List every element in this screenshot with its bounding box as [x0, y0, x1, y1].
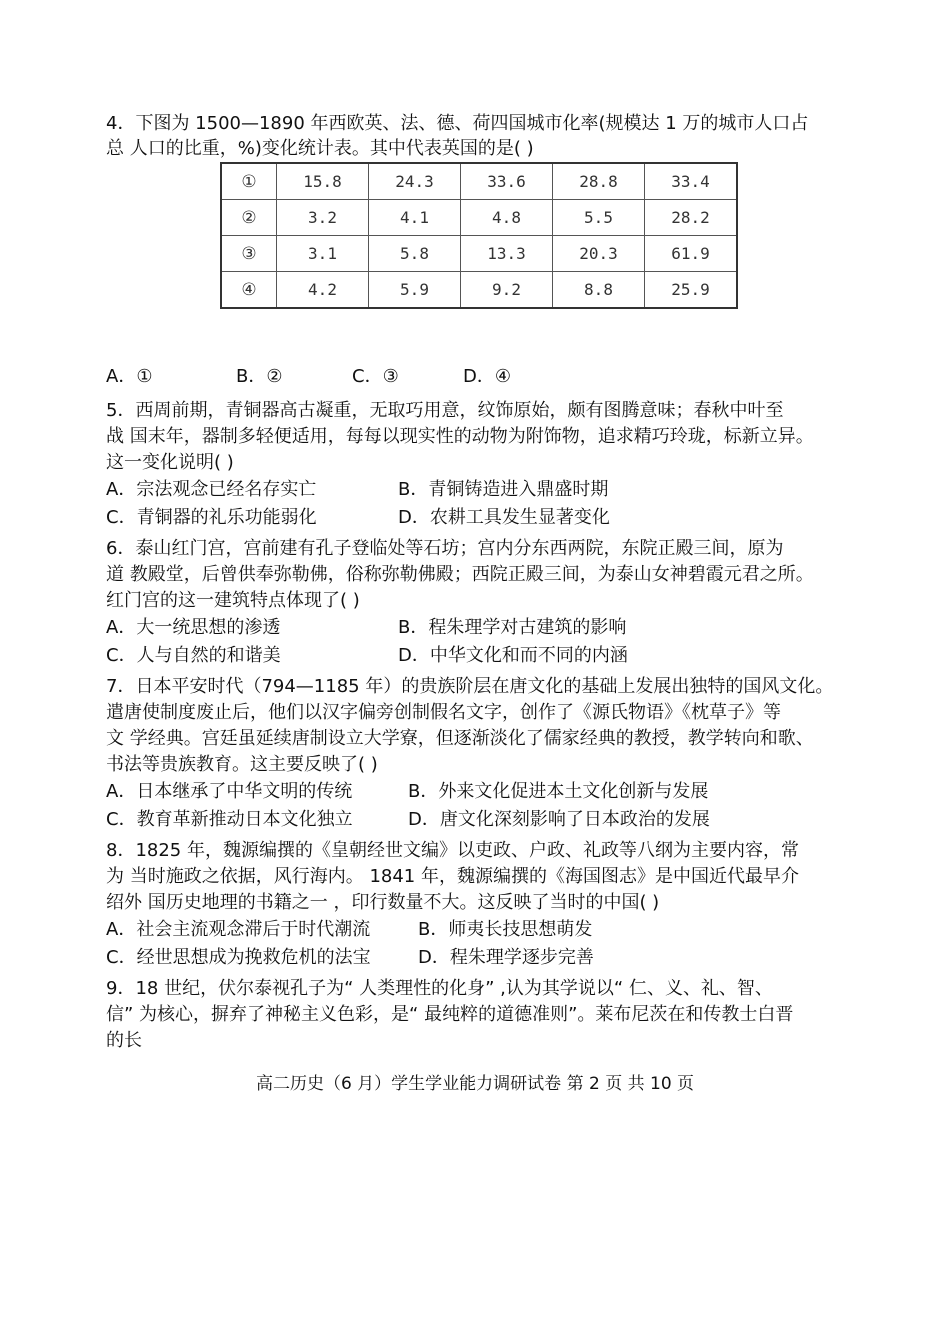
q6-option-b[interactable]: B．程朱理学对古建筑的影响	[398, 617, 627, 638]
table-cell: 3.2	[277, 200, 369, 236]
table-cell: 25.9	[645, 272, 738, 309]
q8-stem-line-2: 为 当时施政之依据，风行海内。 1841 年，魏源编撰的《海国图志》是中国近代最早介	[106, 866, 799, 887]
q5-option-d[interactable]: D．农耕工具发生显著变化	[398, 507, 610, 528]
q4-option-d[interactable]: D．④	[463, 366, 511, 387]
q5-stem-line-3: 这一变化说明( )	[106, 452, 234, 473]
q7-stem-line-2: 遣唐使制度废止后，他们以汉字偏旁创制假名文字，创作了《源氏物语》《枕草子》等	[106, 702, 781, 723]
q7-option-d[interactable]: D．唐文化深刻影响了日本政治的发展	[408, 809, 710, 830]
table-cell: 33.4	[645, 163, 738, 200]
table-cell: 3.1	[277, 236, 369, 272]
table-cell: 61.9	[645, 236, 738, 272]
table-cell: 24.3	[369, 163, 461, 200]
q8-stem-line-3: 绍外 国历史地理的书籍之一 ，印行数量不大。这反映了当时的中国( )	[106, 892, 660, 913]
q5-stem-line-2: 战 国末年，器制多轻便适用，每每以现实性的动物为附饰物，追求精巧玲珑，标新立异。	[106, 426, 814, 447]
q5-option-b[interactable]: B．青铜铸造进入鼎盛时期	[398, 479, 609, 500]
q4-stem-line-1: 4．下图为 1500—1890 年西欧英、法、德、荷四国城市化率(规模达 1 万的城市人口占	[106, 113, 809, 134]
q6-option-c[interactable]: C．人与自然的和谐美	[106, 645, 281, 666]
q9-stem-line-2: 信” 为核心，摒弃了神秘主义色彩，是“ 最纯粹的道德准则”。莱布尼茨在和传教士白晋	[106, 1004, 794, 1025]
q4-stem-line-2: 总 人口的比重，%)变化统计表。其中代表英国的是( )	[106, 138, 534, 159]
table-cell: 8.8	[553, 272, 645, 309]
q5-stem-line-1: 5．西周前期，青铜器高古凝重，无取巧用意，纹饰原始，颇有图腾意味；春秋中叶至	[106, 400, 784, 421]
q7-option-c[interactable]: C．教育革新推动日本文化独立	[106, 809, 353, 830]
table-cell: 28.8	[553, 163, 645, 200]
q8-option-d[interactable]: D．程朱理学逐步完善	[418, 947, 594, 968]
table-cell: 28.2	[645, 200, 738, 236]
table-cell: 4.1	[369, 200, 461, 236]
q7-stem-line-3: 文 学经典。宫廷虽延续唐制设立大学寮，但逐渐淡化了儒家经典的教授，教学转向和歌、	[106, 728, 814, 749]
q8-option-a[interactable]: A．社会主流观念滞后于时代潮流	[106, 919, 371, 940]
q4-option-b[interactable]: B．②	[236, 366, 283, 387]
table-row	[221, 236, 737, 272]
table-cell: 5.9	[369, 272, 461, 309]
table-cell: 15.8	[277, 163, 369, 200]
q7-stem-line-4: 书法等贵族教育。这主要反映了( )	[106, 754, 378, 775]
q5-option-a[interactable]: A．宗法观念已经名存实亡	[106, 479, 317, 500]
row-label: ①	[221, 163, 277, 200]
q5-option-c[interactable]: C．青铜器的礼乐功能弱化	[106, 507, 317, 528]
q7-option-a[interactable]: A．日本继承了中华文明的传统	[106, 781, 353, 802]
q4-option-c[interactable]: C．③	[352, 366, 399, 387]
table-cell: 4.8	[461, 200, 553, 236]
q7-option-b[interactable]: B．外来文化促进本土文化创新与发展	[408, 781, 709, 802]
q4-option-a[interactable]: A．①	[106, 366, 153, 387]
q6-option-d[interactable]: D．中华文化和而不同的内涵	[398, 645, 628, 666]
q6-stem-line-3: 红门宫的这一建筑特点体现了( )	[106, 590, 360, 611]
urbanization-rate-table	[220, 162, 738, 309]
q8-option-b[interactable]: B．师夷长技思想萌发	[418, 919, 593, 940]
table-row	[221, 200, 737, 236]
table-cell: 5.8	[369, 236, 461, 272]
q6-stem-line-2: 道 教殿堂，后曾供奉弥勒佛，俗称弥勒佛殿；西院正殿三间，为泰山女神碧霞元君之所。	[106, 564, 814, 585]
row-label: ②	[221, 200, 277, 236]
q8-stem-line-1: 8．1825 年，魏源编撰的《皇朝经世文编》以吏政、户政、礼政等八纲为主要内容，常	[106, 840, 799, 861]
table-cell: 33.6	[461, 163, 553, 200]
table-cell: 5.5	[553, 200, 645, 236]
table-cell: 9.2	[461, 272, 553, 309]
table-cell: 4.2	[277, 272, 369, 309]
table-row	[221, 163, 737, 200]
table-cell: 20.3	[553, 236, 645, 272]
row-label: ③	[221, 236, 277, 272]
table-row	[221, 272, 737, 309]
q8-option-c[interactable]: C．经世思想成为挽救危机的法宝	[106, 947, 371, 968]
q6-stem-line-1: 6．泰山红门宫，宫前建有孔子登临处等石坊；宫内分东西两院，东院正殿三间，原为	[106, 538, 784, 559]
row-label: ④	[221, 272, 277, 309]
q9-stem-line-3: 的长	[106, 1030, 142, 1051]
page-footer: 高二历史（6 月）学生学业能力调研试卷 第 2 页 共 10 页	[255, 1074, 695, 1094]
table-cell: 13.3	[461, 236, 553, 272]
q6-option-a[interactable]: A．大一统思想的渗透	[106, 617, 281, 638]
q9-stem-line-1: 9．18 世纪，伏尔泰视孔子为“ 人类理性的化身” ,认为其学说以“ 仁、义、礼、智、	[106, 978, 773, 999]
q7-stem-line-1: 7．日本平安时代（794—1185 年）的贵族阶层在唐文化的基础上发展出独特的国风文化。	[106, 676, 834, 697]
